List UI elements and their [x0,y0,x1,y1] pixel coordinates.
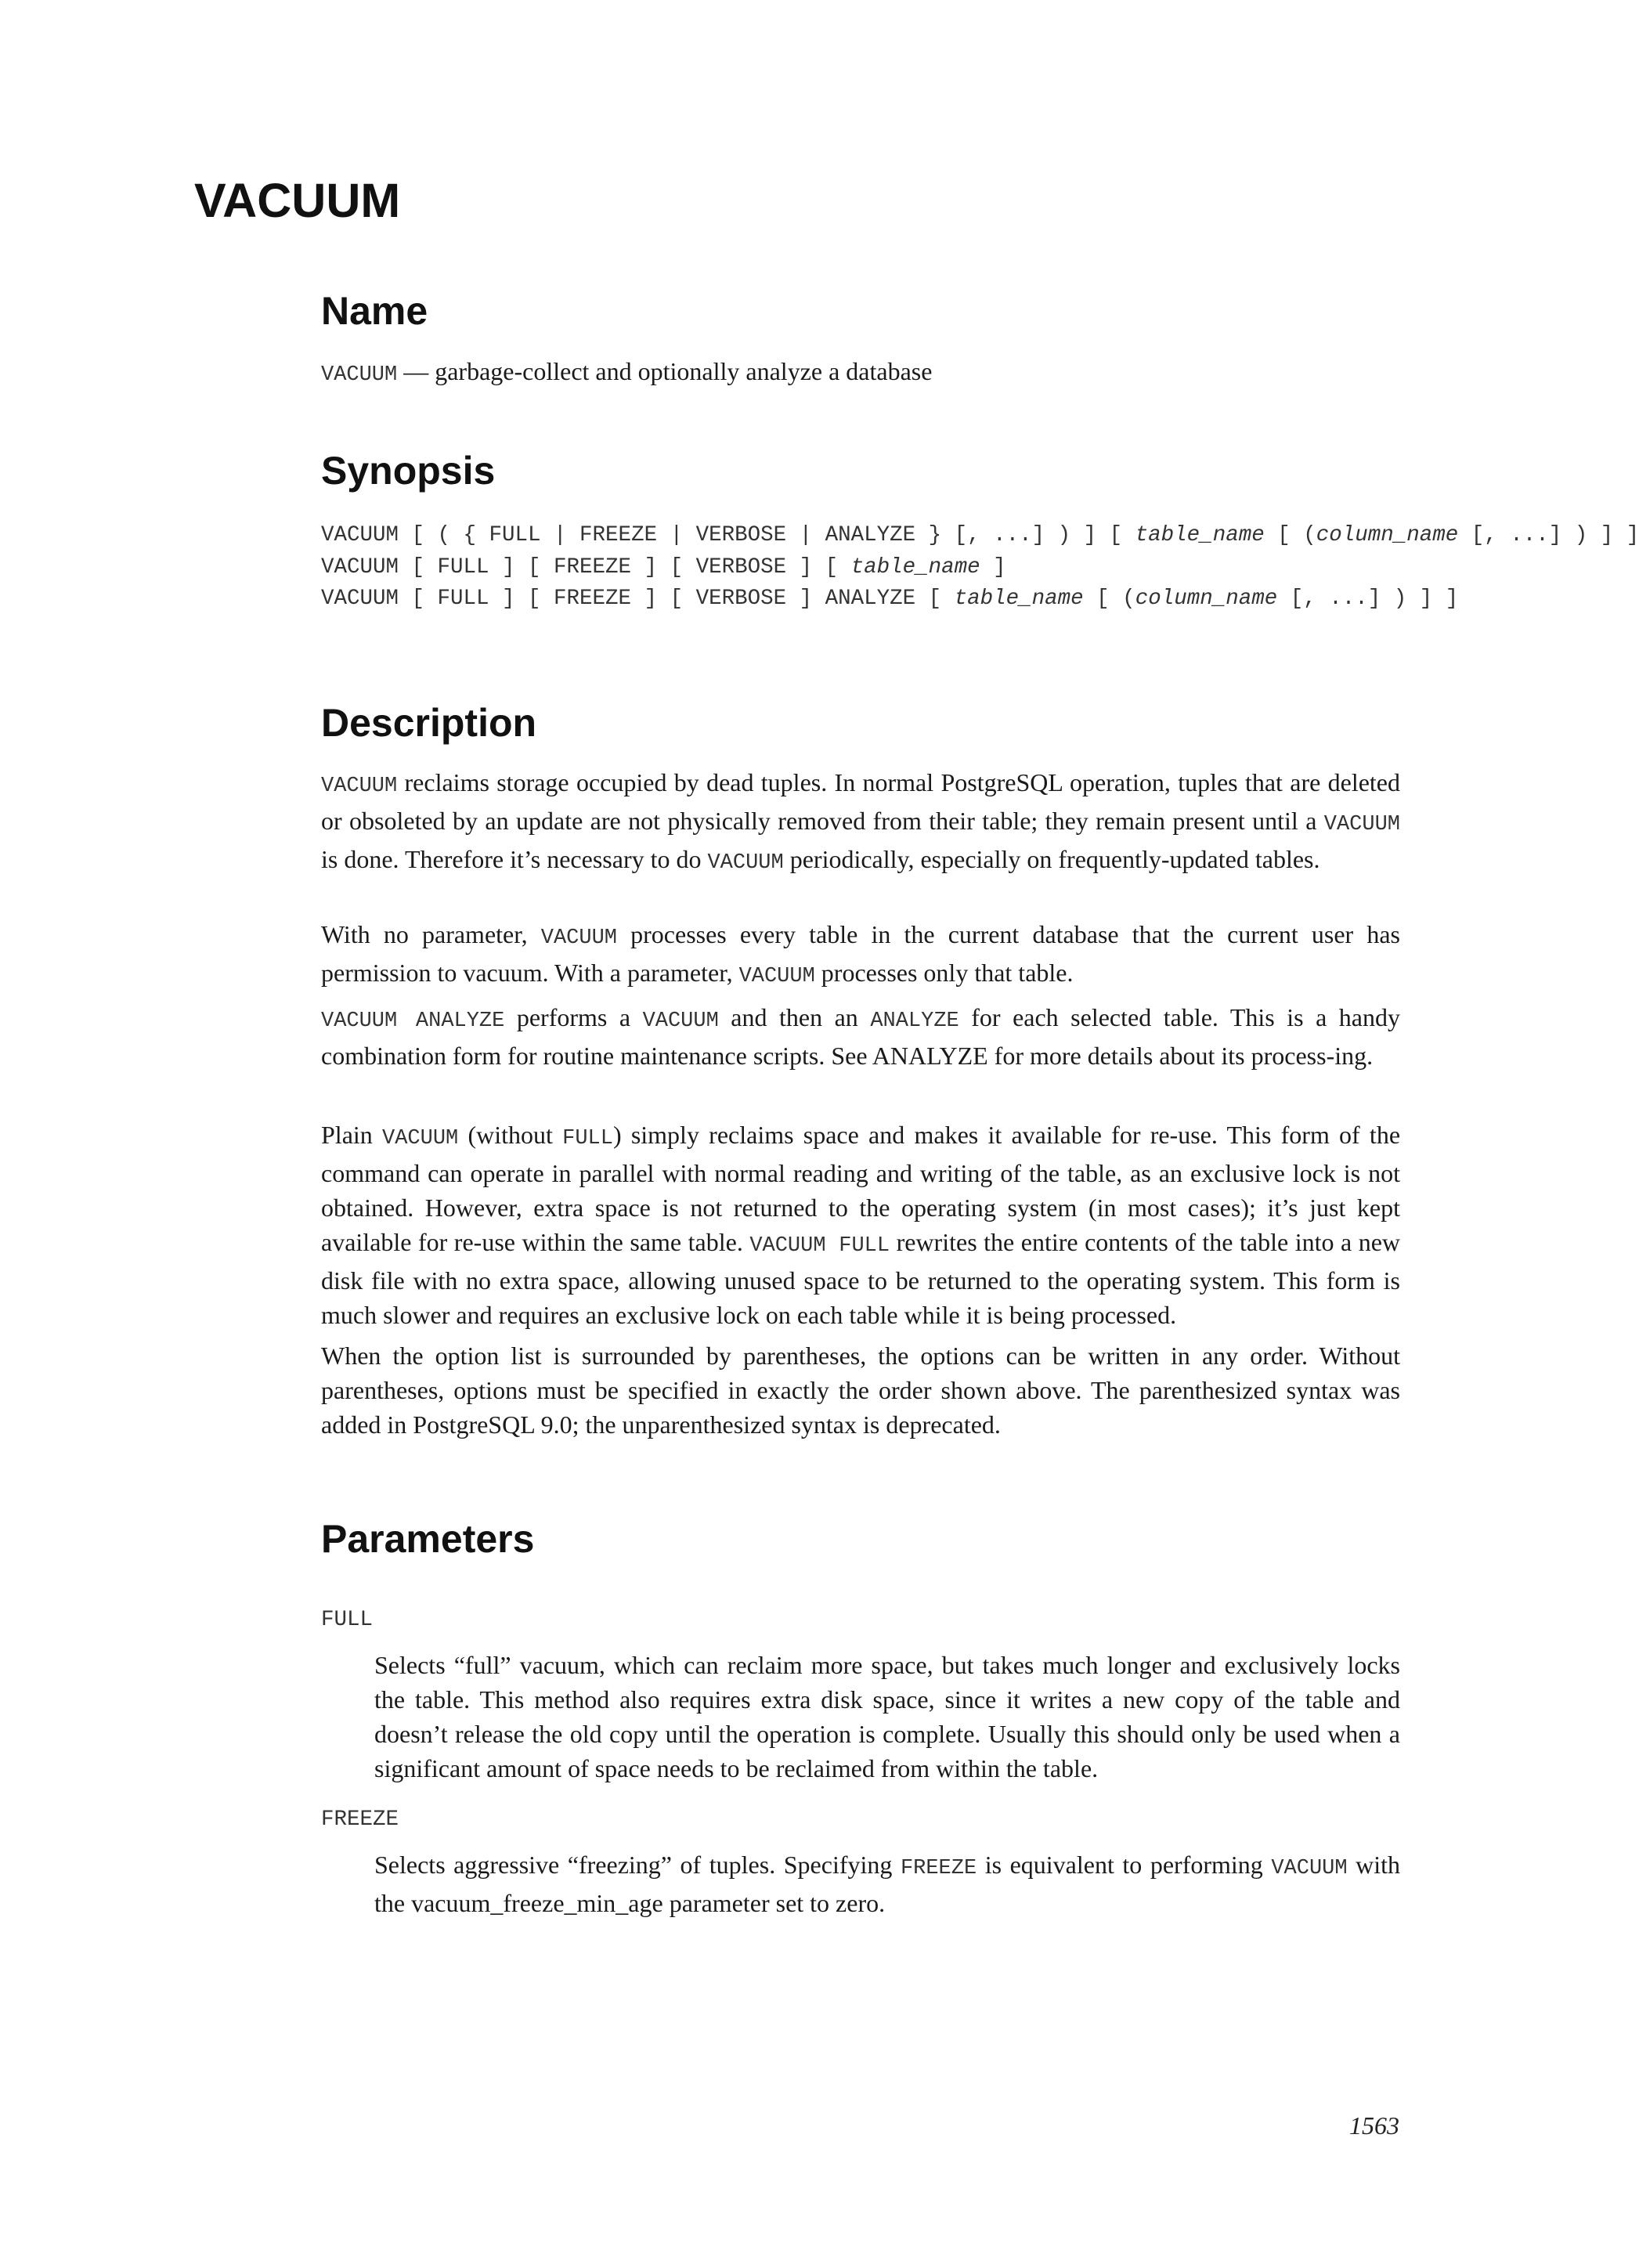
description-paragraph-5: When the option list is surrounded by parentheses, the options can be written in any order. Without parentheses, options must be specified in exactly the order shown above. The parenthesized syntax was added in PostgreSQL 9.0; the unparenthesized syntax is deprecated. [321,1342,1400,1439]
parameter-definition-full: Selects “full” vacuum, which can reclaim more space, but takes much longer and exclusively locks the table. This method also requires extra disk space, since it writes a new copy of the table and doesn’t release the old copy until the operation is complete. Usually this should only be used when a significant amount of space needs to be reclaimed from within the table. [374,1651,1400,1782]
parameter-definition-freeze: Selects aggressive “freezing” of tuples. Specifying FREEZE is equivalent to performing VACUUM with the vacuum_freeze_min_age parameter set to zero. [374,1851,1401,1917]
synopsis-block [321,520,1639,616]
parameters-heading: Parameters [321,1517,535,1561]
name-heading: Name [321,289,428,333]
page-number: 1563 [1349,2111,1399,2140]
command-name: VACUUM [321,363,398,387]
synopsis-line-2: VACUUM [ FULL ] [ FREEZE ] [ VERBOSE ] [ table_name ] [321,554,1006,580]
description-heading: Description [321,701,537,745]
synopsis-line-3: VACUUM [ FULL ] [ FREEZE ] [ VERBOSE ] ANALYZE [ table_name [ (column_name [, ...] ) ] ] [321,587,1459,611]
description-paragraph-4: Plain VACUUM (without FULL) simply reclaims space and makes it available for re-use. This form of the command can operate in parallel with normal reading and writing of the table, as an exclusive lock is not obtained. However, extra space is not returned to the operating system (in most cases); it’s just kept available for re-use within the same table. VACUUM FULL rewrites the entire contents of the table into a new disk file with no extra space, allowing unused space to be returned to the operating system. This form is much slower and requires an exclusive lock on each table while it is being processed. [321,1121,1401,1329]
description-paragraph-1: VACUUM reclaims storage occupied by dead tuples. In normal PostgreSQL operation, tuples that are deleted or obsoleted by an update are not physically removed from their table; they remain present until a VACUUM is done. Therefore it’s necessary to do VACUUM periodically, especially on frequently-updated tables. [321,768,1400,875]
command-purpose: — garbage-collect and optionally analyze a database [397,357,933,385]
synopsis-line-1: VACUUM [ ( { FULL | FREEZE | VERBOSE | ANALYZE } [, ...] ) ] [ table_name [ (column_name [, ...] ) ] ] [321,523,1639,547]
name-line [321,354,1400,392]
synopsis-heading: Synopsis [321,449,496,493]
description-paragraph-2: With no parameter, VACUUM processes every table in the current database that the current user has permission to vacuum. With a parameter, VACUUM processes only that table. [321,920,1401,988]
parameter-term-full: FULL [321,1608,374,1632]
description-paragraph-3: VACUUM ANALYZE performs a VACUUM and then an ANALYZE for each selected table. This is a handy combination form for routine maintenance scripts. See ANALYZE for more details about its process-ing. [321,1003,1401,1070]
parameter-term-freeze: FREEZE [321,1808,399,1832]
page-title: VACUUM [194,174,401,227]
